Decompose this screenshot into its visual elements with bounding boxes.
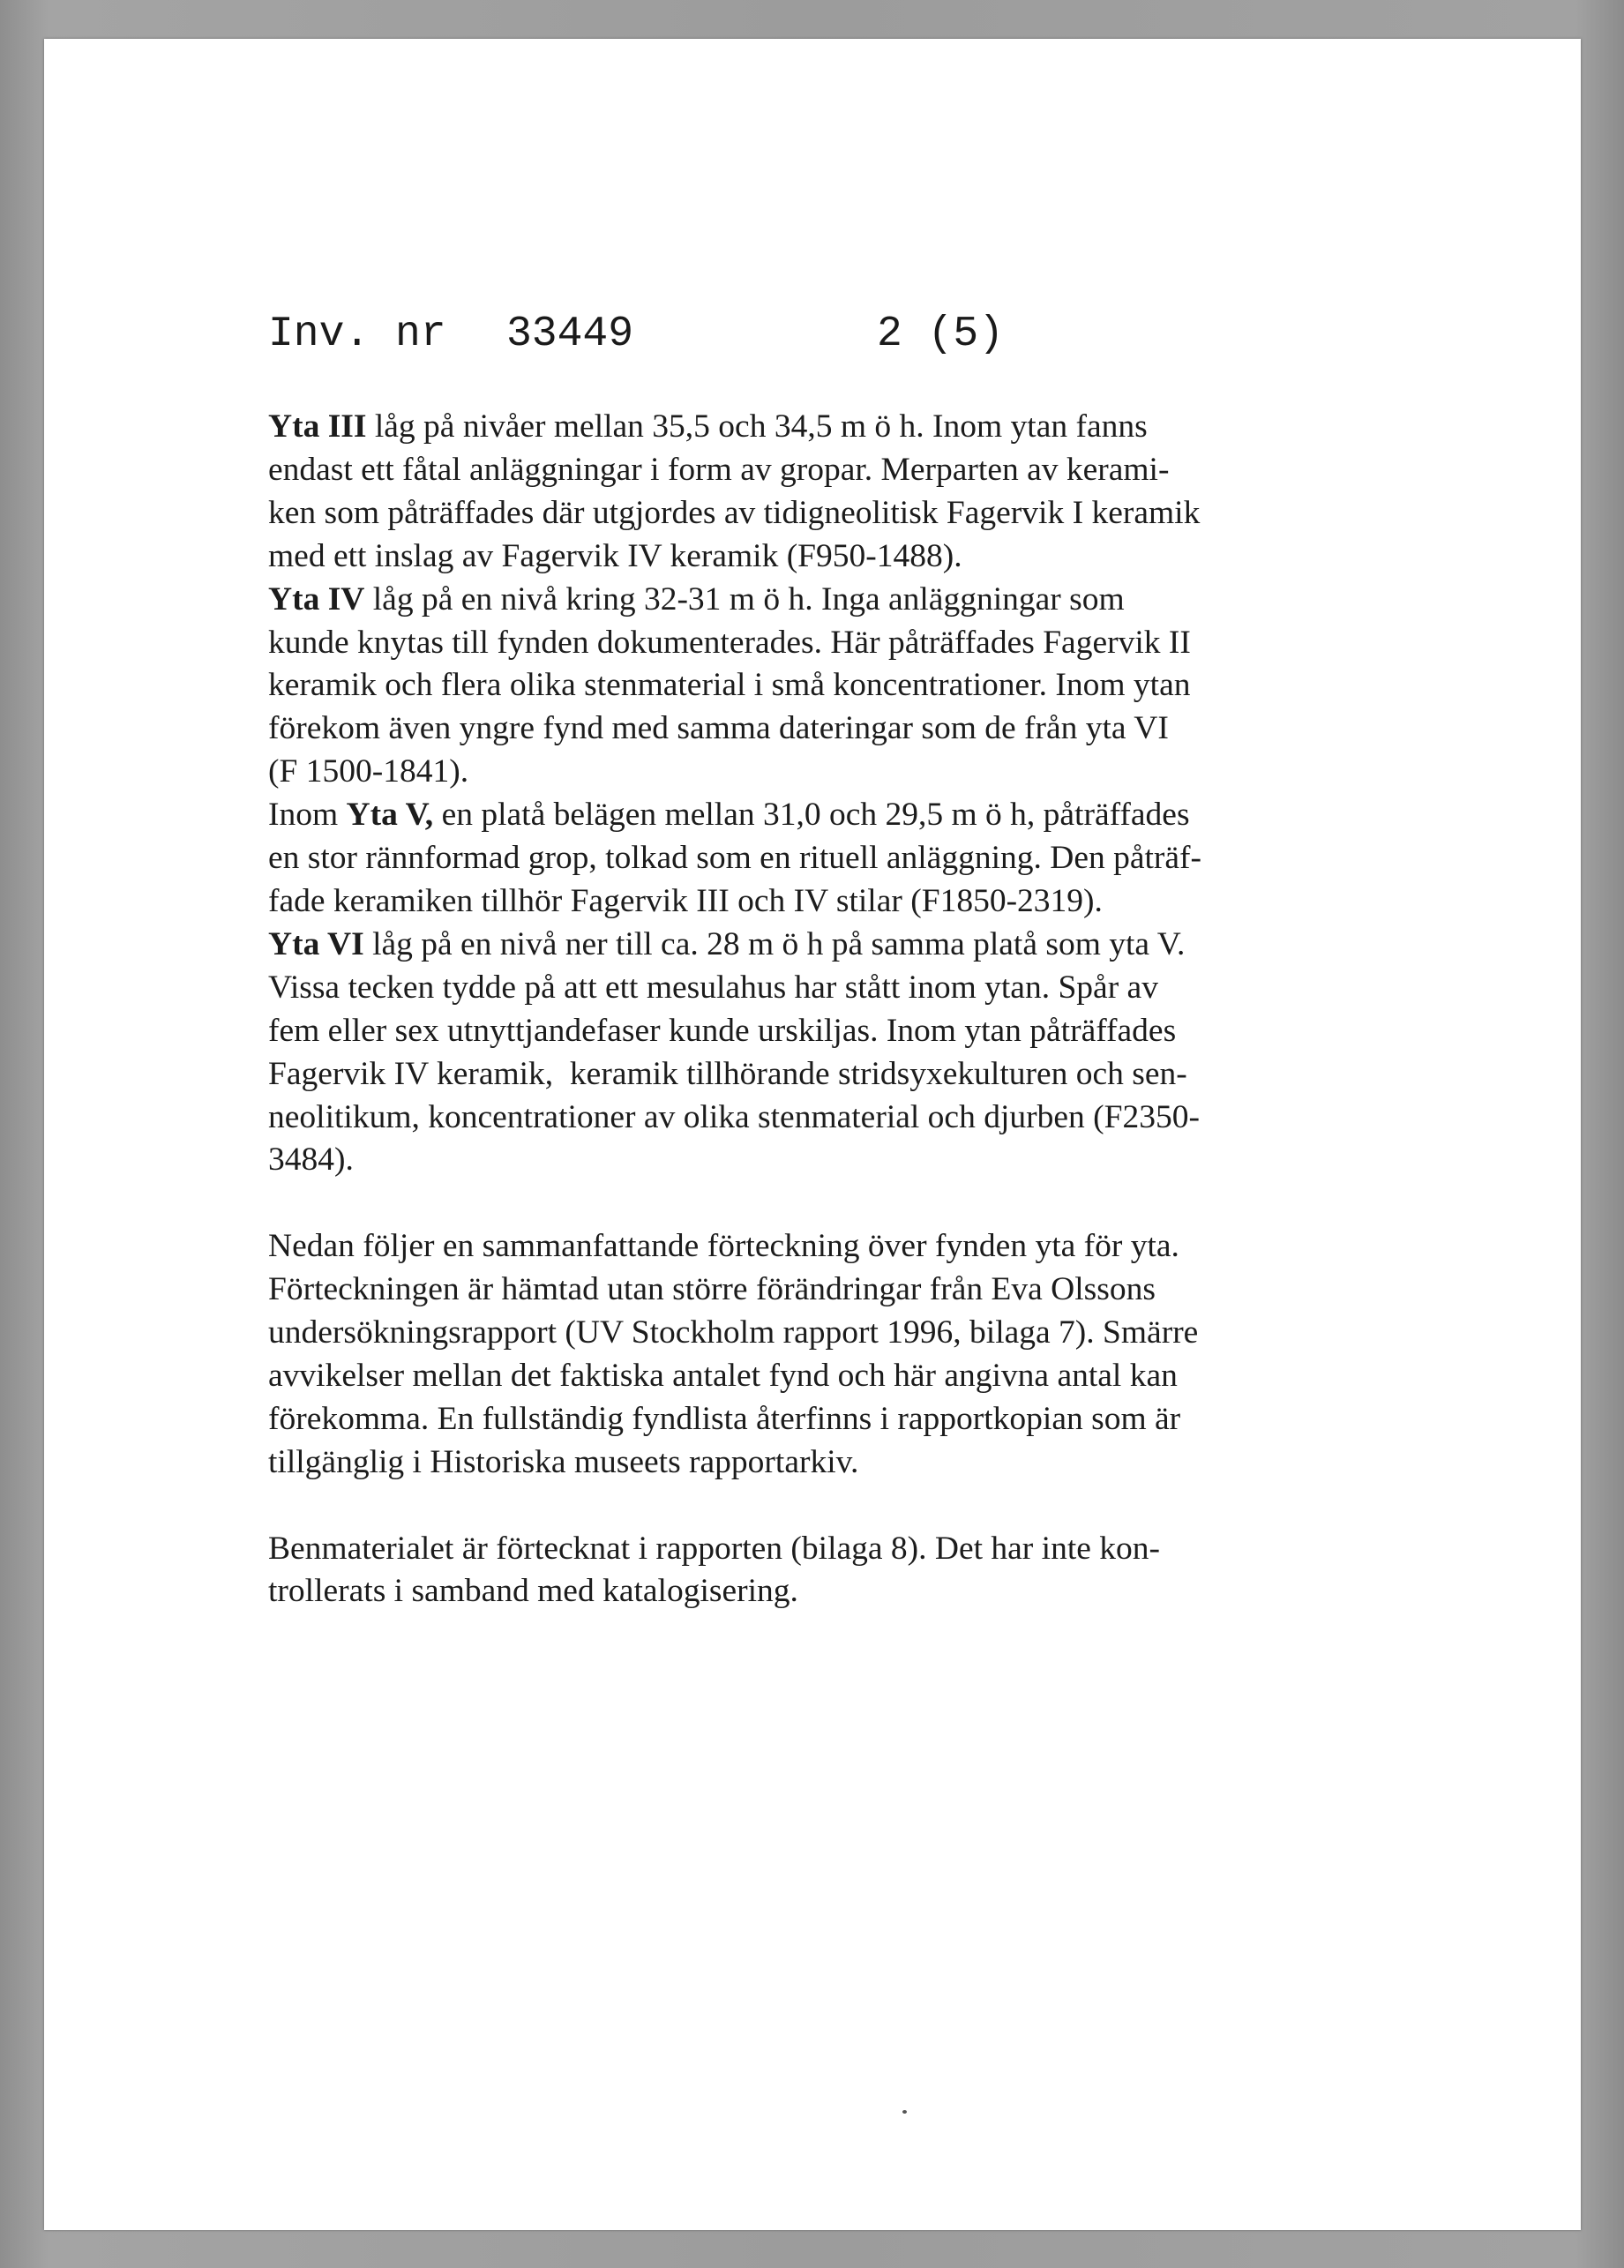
paragraph-gap xyxy=(268,1485,1380,1528)
text-line: ken som påträffades där utgjordes av tidigneolitisk Fagervik I keramik xyxy=(268,494,1201,531)
text-line: Förteckningen är hämtad utan större förändringar från Eva Olssons xyxy=(268,1271,1156,1308)
text-line: förekomma. En fullständig fyndlista återfinns i rapportkopian som är xyxy=(268,1400,1181,1437)
inventory-number: 33449 xyxy=(506,311,634,358)
paragraph-summary xyxy=(268,1225,1380,1484)
text-line: keramik och flera olika stenmaterial i små koncentrationer. Inom ytan xyxy=(268,667,1191,704)
text-line: Fagervik IV keramik, keramik tillhörande stridsyxekulturen och sen- xyxy=(268,1055,1187,1092)
text-line: Inom Yta V, en platå belägen mellan 31,0 och 29,5 m ö h, påträffades xyxy=(268,797,1190,834)
area-heading: Yta VI xyxy=(268,925,364,962)
document-body xyxy=(268,406,1380,1613)
text-line: Vissa tecken tydde på att ett mesulahus har stått inom ytan. Spår av xyxy=(268,969,1158,1006)
text-line: tillgänglig i Historiska museets rapportarkiv. xyxy=(268,1443,859,1480)
page-header xyxy=(268,311,1004,358)
area-heading: Yta IV xyxy=(268,580,365,618)
text-line: Yta VI låg på en nivå ner till ca. 28 m ö h på samma platå som yta V. xyxy=(268,925,1186,962)
area-heading: Yta V, xyxy=(346,797,434,834)
page-indicator: 2 (5) xyxy=(877,311,1005,358)
paragraph-gap xyxy=(268,1182,1380,1225)
text-line: Benmaterialet är förtecknat i rapporten (bilaga 8). Det har inte kon- xyxy=(268,1530,1161,1567)
scan-speck xyxy=(902,2110,907,2114)
text-line: undersökningsrapport (UV Stockholm rapport 1996, bilaga 7). Smärre xyxy=(268,1314,1199,1351)
text-line: 3484). xyxy=(268,1141,354,1179)
text-line: Yta IV låg på en nivå kring 32-31 m ö h. Inga anläggningar som xyxy=(268,580,1125,618)
text-line: en stor rännformad grop, tolkad som en rituell anläggning. Den påträf- xyxy=(268,840,1202,877)
paragraph-areas xyxy=(268,406,1380,1182)
text-line: trollerats i samband med katalogisering. xyxy=(268,1573,798,1610)
text-line: kunde knytas till fynden dokumenterades. Här påträffades Fagervik II xyxy=(268,624,1191,661)
area-heading: Yta III xyxy=(268,408,367,445)
inventory-label: Inv. nr xyxy=(268,311,446,358)
text-line: avvikelser mellan det faktiska antalet fynd och här angivna antal kan xyxy=(268,1357,1178,1394)
text-line: Nedan följer en sammanfattande förteckning över fynden yta för yta. xyxy=(268,1228,1179,1265)
text-line: (F 1500-1841). xyxy=(268,753,469,790)
text-line: neolitikum, koncentrationer av olika stenmaterial och djurben (F2350- xyxy=(268,1098,1200,1135)
paragraph-bone-material xyxy=(268,1528,1380,1614)
text-line: endast ett fåtal anläggningar i form av gropar. Merparten av kerami- xyxy=(268,451,1170,488)
text-line: förekom även yngre fynd med samma dateringar som de från yta VI xyxy=(268,710,1169,747)
text-line: Yta III låg på nivåer mellan 35,5 och 34,5 m ö h. Inom ytan fanns xyxy=(268,408,1148,445)
text-line: med ett inslag av Fagervik IV keramik (F950-1488). xyxy=(268,537,962,574)
text-line: fade keramiken tillhör Fagervik III och IV stilar (F1850-2319). xyxy=(268,882,1103,919)
text-line: fem eller sex utnyttjandefaser kunde urskiljas. Inom ytan påträffades xyxy=(268,1012,1177,1049)
